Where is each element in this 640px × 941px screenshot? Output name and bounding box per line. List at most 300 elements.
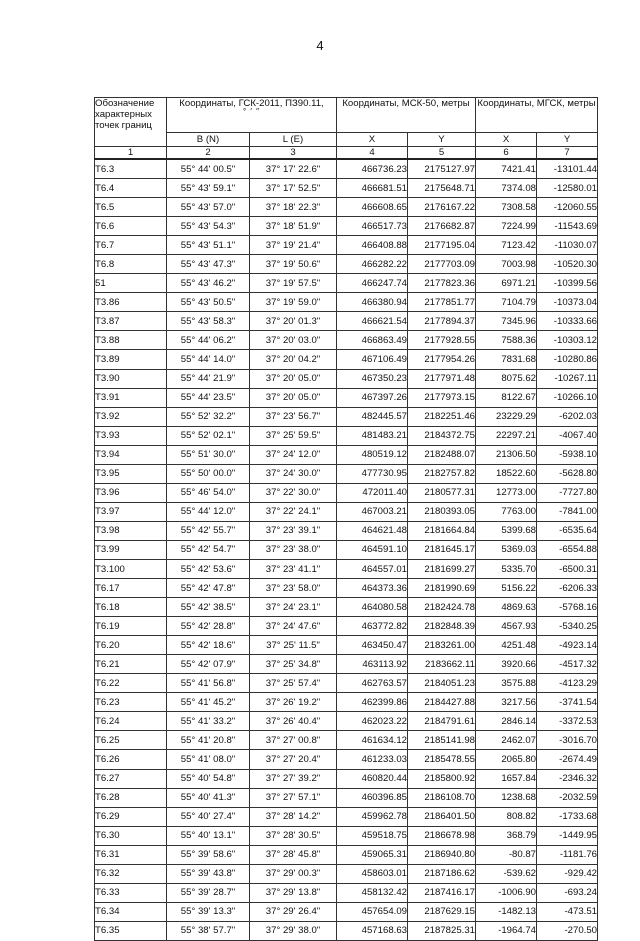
msk-x-cell: 466681.51 bbox=[337, 179, 408, 198]
longitude-cell: 37° 29' 13.8" bbox=[250, 883, 337, 902]
table-row bbox=[95, 274, 598, 293]
mgsk-x-cell: 6971.21 bbox=[476, 274, 537, 293]
mgsk-y-cell: -5768.16 bbox=[537, 598, 598, 617]
msk-y-cell: 2177973.15 bbox=[408, 388, 476, 407]
longitude-cell: 37° 25' 57.4" bbox=[250, 674, 337, 693]
latitude-cell: 55° 41' 45.2" bbox=[167, 693, 250, 712]
point-name-cell: Т3.92 bbox=[95, 407, 167, 426]
mgsk-y-cell: -10266.10 bbox=[537, 388, 598, 407]
mgsk-y-cell: -3741.54 bbox=[537, 693, 598, 712]
msk-y-cell: 2186108.70 bbox=[408, 788, 476, 807]
longitude-cell: 37° 18' 22.3" bbox=[250, 198, 337, 217]
msk-y-cell: 2182848.39 bbox=[408, 617, 476, 636]
msk-y-cell: 2180393.05 bbox=[408, 502, 476, 521]
latitude-cell: 55° 41' 08.0" bbox=[167, 750, 250, 769]
latitude-cell: 55° 42' 18.6" bbox=[167, 636, 250, 655]
mgsk-y-cell: -10267.11 bbox=[537, 369, 598, 388]
table-row bbox=[95, 217, 598, 236]
longitude-cell: 37° 23' 38.0" bbox=[250, 540, 337, 559]
gsk-units-label: ° ′ ″ bbox=[243, 107, 260, 116]
mgsk-x-cell: 2065.80 bbox=[476, 750, 537, 769]
table-row bbox=[95, 559, 598, 578]
longitude-cell: 37° 28' 30.5" bbox=[250, 826, 337, 845]
column-number: 6 bbox=[476, 147, 537, 160]
point-name-cell: Т6.25 bbox=[95, 731, 167, 750]
msk-x-cell: 460396.85 bbox=[337, 788, 408, 807]
latitude-cell: 55° 42' 38.5" bbox=[167, 598, 250, 617]
mgsk-y-cell: -4123.29 bbox=[537, 674, 598, 693]
point-name-cell: Т3.93 bbox=[95, 426, 167, 445]
mgsk-y-cell: -13101.44 bbox=[537, 159, 598, 179]
point-name-cell: Т6.30 bbox=[95, 826, 167, 845]
msk-x-cell: 466863.49 bbox=[337, 331, 408, 350]
column-number: 4 bbox=[337, 147, 408, 160]
table-row bbox=[95, 369, 598, 388]
msk-x-cell: 457654.09 bbox=[337, 902, 408, 921]
msk-x-cell: 460820.44 bbox=[337, 769, 408, 788]
point-name-cell: Т6.22 bbox=[95, 674, 167, 693]
coordinates-table bbox=[94, 97, 598, 941]
msk-x-cell: 463113.92 bbox=[337, 655, 408, 674]
longitude-cell: 37° 27' 39.2" bbox=[250, 769, 337, 788]
point-name-cell: Т6.21 bbox=[95, 655, 167, 674]
mgsk-y-cell: -473.51 bbox=[537, 902, 598, 921]
table-row bbox=[95, 426, 598, 445]
table-row bbox=[95, 598, 598, 617]
msk-y-cell: 2182251.46 bbox=[408, 407, 476, 426]
msk-x-cell: 466608.65 bbox=[337, 198, 408, 217]
point-name-cell: Т6.7 bbox=[95, 236, 167, 255]
table-row bbox=[95, 407, 598, 426]
latitude-cell: 55° 50' 00.0" bbox=[167, 464, 250, 483]
msk-y-cell: 2177971.48 bbox=[408, 369, 476, 388]
latitude-cell: 55° 51' 30.0" bbox=[167, 445, 250, 464]
msk-y-cell: 2185141.98 bbox=[408, 731, 476, 750]
table-row bbox=[95, 236, 598, 255]
table-row bbox=[95, 579, 598, 598]
msk-x-cell: 461233.03 bbox=[337, 750, 408, 769]
msk-y-cell: 2186678.98 bbox=[408, 826, 476, 845]
table-row bbox=[95, 636, 598, 655]
msk-y-cell: 2185478.55 bbox=[408, 750, 476, 769]
mgsk-y-cell: -10520.30 bbox=[537, 255, 598, 274]
longitude-cell: 37° 26' 19.2" bbox=[250, 693, 337, 712]
msk-y-cell: 2184051.23 bbox=[408, 674, 476, 693]
mgsk-x-cell: 4567.93 bbox=[476, 617, 537, 636]
table-row bbox=[95, 312, 598, 331]
msk-x-cell: 467106.49 bbox=[337, 350, 408, 369]
point-name-cell: Т6.32 bbox=[95, 864, 167, 883]
column-number: 3 bbox=[250, 147, 337, 160]
longitude-cell: 37° 20' 05.0" bbox=[250, 388, 337, 407]
msk-x-cell: 462399.86 bbox=[337, 693, 408, 712]
msk-x-cell: 467350.23 bbox=[337, 369, 408, 388]
mgsk-y-cell: -10373.04 bbox=[537, 293, 598, 312]
point-name-cell: Т6.24 bbox=[95, 712, 167, 731]
mgsk-x-cell: 7003.98 bbox=[476, 255, 537, 274]
mgsk-x-cell: 5399.68 bbox=[476, 521, 537, 540]
latitude-cell: 55° 43' 57.0" bbox=[167, 198, 250, 217]
mgsk-y-cell: -6500.31 bbox=[537, 559, 598, 578]
latitude-cell: 55° 38' 57.7" bbox=[167, 921, 250, 940]
msk-x-cell: 458603.01 bbox=[337, 864, 408, 883]
mgsk-x-cell: 22297.21 bbox=[476, 426, 537, 445]
col-y-msk-header: Y bbox=[408, 133, 476, 147]
longitude-cell: 37° 20' 04.2" bbox=[250, 350, 337, 369]
latitude-cell: 55° 43' 47.3" bbox=[167, 255, 250, 274]
mgsk-y-cell: -4923.14 bbox=[537, 636, 598, 655]
table-row bbox=[95, 807, 598, 826]
longitude-cell: 37° 27' 00.8" bbox=[250, 731, 337, 750]
point-name-cell: Т3.90 bbox=[95, 369, 167, 388]
mgsk-y-cell: -1733.68 bbox=[537, 807, 598, 826]
table-row bbox=[95, 159, 598, 179]
msk-y-cell: 2177823.36 bbox=[408, 274, 476, 293]
point-name-cell: Т3.95 bbox=[95, 464, 167, 483]
mgsk-y-cell: -6206.33 bbox=[537, 579, 598, 598]
mgsk-y-cell: -10280.86 bbox=[537, 350, 598, 369]
longitude-cell: 37° 24' 47.6" bbox=[250, 617, 337, 636]
designation-header: Обозначение характерных точек границ bbox=[95, 98, 167, 147]
table-row bbox=[95, 864, 598, 883]
table-row bbox=[95, 483, 598, 502]
mgsk-y-cell: -3016.70 bbox=[537, 731, 598, 750]
point-name-cell: Т6.18 bbox=[95, 598, 167, 617]
point-name-cell: Т6.35 bbox=[95, 921, 167, 940]
col-x-msk-header: X bbox=[337, 133, 408, 147]
column-number: 1 bbox=[95, 147, 167, 160]
mgsk-y-cell: -6202.03 bbox=[537, 407, 598, 426]
msk-y-cell: 2185800.92 bbox=[408, 769, 476, 788]
msk-y-cell: 2182424.78 bbox=[408, 598, 476, 617]
msk-x-cell: 463772.82 bbox=[337, 617, 408, 636]
mgsk-y-cell: -1449.95 bbox=[537, 826, 598, 845]
longitude-cell: 37° 25' 11.5" bbox=[250, 636, 337, 655]
point-name-cell: Т3.99 bbox=[95, 540, 167, 559]
latitude-cell: 55° 43' 51.1" bbox=[167, 236, 250, 255]
latitude-cell: 55° 43' 50.5" bbox=[167, 293, 250, 312]
msk-y-cell: 2187629.15 bbox=[408, 902, 476, 921]
mgsk-x-cell: 7374.08 bbox=[476, 179, 537, 198]
table-row bbox=[95, 617, 598, 636]
longitude-cell: 37° 19' 57.5" bbox=[250, 274, 337, 293]
point-name-cell: Т6.8 bbox=[95, 255, 167, 274]
msk-x-cell: 466408.88 bbox=[337, 236, 408, 255]
table-row bbox=[95, 521, 598, 540]
latitude-cell: 55° 52' 32.2" bbox=[167, 407, 250, 426]
point-name-cell: Т3.86 bbox=[95, 293, 167, 312]
longitude-cell: 37° 20' 01.3" bbox=[250, 312, 337, 331]
longitude-cell: 37° 22' 24.1" bbox=[250, 502, 337, 521]
column-numbers-row bbox=[95, 147, 598, 160]
latitude-cell: 55° 42' 55.7" bbox=[167, 521, 250, 540]
mgsk-y-cell: -7727.80 bbox=[537, 483, 598, 502]
mgsk-x-cell: 7123.42 bbox=[476, 236, 537, 255]
latitude-cell: 55° 40' 41.3" bbox=[167, 788, 250, 807]
msk-x-cell: 459065.31 bbox=[337, 845, 408, 864]
mgsk-y-cell: -12060.55 bbox=[537, 198, 598, 217]
page-number: 4 bbox=[316, 38, 324, 53]
mgsk-x-cell: 3575.88 bbox=[476, 674, 537, 693]
msk-x-cell: 464080.58 bbox=[337, 598, 408, 617]
mgsk-x-cell: 7308.58 bbox=[476, 198, 537, 217]
latitude-cell: 55° 43' 59.1" bbox=[167, 179, 250, 198]
latitude-cell: 55° 44' 00.5" bbox=[167, 159, 250, 179]
mgsk-x-cell: 7104.79 bbox=[476, 293, 537, 312]
longitude-cell: 37° 27' 57.1" bbox=[250, 788, 337, 807]
table-row bbox=[95, 331, 598, 350]
table-row bbox=[95, 902, 598, 921]
mgsk-y-cell: -929.42 bbox=[537, 864, 598, 883]
table-row bbox=[95, 769, 598, 788]
table-row bbox=[95, 445, 598, 464]
table-row bbox=[95, 788, 598, 807]
msk-x-cell: 466517.73 bbox=[337, 217, 408, 236]
msk-y-cell: 2187416.17 bbox=[408, 883, 476, 902]
longitude-cell: 37° 29' 38.0" bbox=[250, 921, 337, 940]
msk-y-cell: 2181645.17 bbox=[408, 540, 476, 559]
msk-x-cell: 461634.12 bbox=[337, 731, 408, 750]
latitude-cell: 55° 39' 28.7" bbox=[167, 883, 250, 902]
msk-x-cell: 464557.01 bbox=[337, 559, 408, 578]
point-name-cell: Т6.17 bbox=[95, 579, 167, 598]
mgsk-y-cell: -3372.53 bbox=[537, 712, 598, 731]
mgsk-y-cell: -10303.12 bbox=[537, 331, 598, 350]
table-row bbox=[95, 388, 598, 407]
longitude-cell: 37° 24' 30.0" bbox=[250, 464, 337, 483]
latitude-cell: 55° 43' 46.2" bbox=[167, 274, 250, 293]
msk-x-cell: 472011.40 bbox=[337, 483, 408, 502]
table-row bbox=[95, 845, 598, 864]
msk-x-cell: 463450.47 bbox=[337, 636, 408, 655]
msk-x-cell: 466282.22 bbox=[337, 255, 408, 274]
mgsk-y-cell: -6535.64 bbox=[537, 521, 598, 540]
table-row bbox=[95, 540, 598, 559]
column-number: 5 bbox=[408, 147, 476, 160]
table-row bbox=[95, 293, 598, 312]
msk-x-cell: 458132.42 bbox=[337, 883, 408, 902]
mgsk-x-cell: -1964.74 bbox=[476, 921, 537, 940]
longitude-cell: 37° 24' 23.1" bbox=[250, 598, 337, 617]
msk-y-cell: 2182488.07 bbox=[408, 445, 476, 464]
latitude-cell: 55° 42' 53.6" bbox=[167, 559, 250, 578]
msk-x-cell: 464591.10 bbox=[337, 540, 408, 559]
msk-y-cell: 2184791.61 bbox=[408, 712, 476, 731]
col-x-mgsk-header: X bbox=[476, 133, 537, 147]
mgsk-x-cell: 7831.68 bbox=[476, 350, 537, 369]
latitude-cell: 55° 44' 21.9" bbox=[167, 369, 250, 388]
table-row bbox=[95, 921, 598, 940]
msk-y-cell: 2177928.55 bbox=[408, 331, 476, 350]
mgsk-y-cell: -10333.66 bbox=[537, 312, 598, 331]
mgsk-y-cell: -693.24 bbox=[537, 883, 598, 902]
msk-x-cell: 481483.21 bbox=[337, 426, 408, 445]
table-row bbox=[95, 731, 598, 750]
msk-x-cell: 462023.22 bbox=[337, 712, 408, 731]
table-row bbox=[95, 750, 598, 769]
mgsk-x-cell: 5335.70 bbox=[476, 559, 537, 578]
msk-y-cell: 2187825.31 bbox=[408, 921, 476, 940]
longitude-cell: 37° 20' 03.0" bbox=[250, 331, 337, 350]
table-row bbox=[95, 655, 598, 674]
point-name-cell: Т6.34 bbox=[95, 902, 167, 921]
mgsk-y-cell: -1181.76 bbox=[537, 845, 598, 864]
latitude-cell: 55° 40' 13.1" bbox=[167, 826, 250, 845]
mgsk-y-cell: -7841.00 bbox=[537, 502, 598, 521]
msk-y-cell: 2184427.88 bbox=[408, 693, 476, 712]
msk-x-cell: 466380.94 bbox=[337, 293, 408, 312]
msk-y-cell: 2181990.69 bbox=[408, 579, 476, 598]
mgsk-x-cell: 4869.63 bbox=[476, 598, 537, 617]
latitude-cell: 55° 41' 20.8" bbox=[167, 731, 250, 750]
mgsk-x-cell: 21306.50 bbox=[476, 445, 537, 464]
msk-y-cell: 2186940.80 bbox=[408, 845, 476, 864]
mgsk-x-cell: 7421.41 bbox=[476, 159, 537, 179]
col-l-header: L (E) bbox=[250, 133, 337, 147]
longitude-cell: 37° 17' 52.5" bbox=[250, 179, 337, 198]
table-row bbox=[95, 693, 598, 712]
point-name-cell: Т6.31 bbox=[95, 845, 167, 864]
msk-y-cell: 2183662.11 bbox=[408, 655, 476, 674]
mgsk-x-cell: -80.87 bbox=[476, 845, 537, 864]
mgsk-x-cell: 4251.48 bbox=[476, 636, 537, 655]
mgsk-y-cell: -4067.40 bbox=[537, 426, 598, 445]
msk-y-cell: 2177954.26 bbox=[408, 350, 476, 369]
mgsk-x-cell: 1238.68 bbox=[476, 788, 537, 807]
msk-y-cell: 2181699.27 bbox=[408, 559, 476, 578]
msk-y-cell: 2177703.09 bbox=[408, 255, 476, 274]
longitude-cell: 37° 23' 39.1" bbox=[250, 521, 337, 540]
latitude-cell: 55° 41' 56.8" bbox=[167, 674, 250, 693]
point-name-cell: Т3.98 bbox=[95, 521, 167, 540]
mgsk-x-cell: 18522.60 bbox=[476, 464, 537, 483]
table-row bbox=[95, 255, 598, 274]
latitude-cell: 55° 42' 47.8" bbox=[167, 579, 250, 598]
longitude-cell: 37° 19' 59.0" bbox=[250, 293, 337, 312]
latitude-cell: 55° 41' 33.2" bbox=[167, 712, 250, 731]
msk-y-cell: 2177851.77 bbox=[408, 293, 476, 312]
table-row bbox=[95, 502, 598, 521]
longitude-cell: 37° 26' 40.4" bbox=[250, 712, 337, 731]
msk-y-cell: 2176167.22 bbox=[408, 198, 476, 217]
longitude-cell: 37° 23' 41.1" bbox=[250, 559, 337, 578]
table-row bbox=[95, 883, 598, 902]
latitude-cell: 55° 43' 58.3" bbox=[167, 312, 250, 331]
mgsk-x-cell: 368.79 bbox=[476, 826, 537, 845]
mgsk-coordinates-header: Координаты, МГСК, метры bbox=[476, 98, 598, 133]
table-row bbox=[95, 179, 598, 198]
point-name-cell: Т6.27 bbox=[95, 769, 167, 788]
table-row bbox=[95, 826, 598, 845]
longitude-cell: 37° 29' 00.3" bbox=[250, 864, 337, 883]
latitude-cell: 55° 43' 54.3" bbox=[167, 217, 250, 236]
latitude-cell: 55° 40' 54.8" bbox=[167, 769, 250, 788]
mgsk-y-cell: -5340.25 bbox=[537, 617, 598, 636]
msk-x-cell: 464373.36 bbox=[337, 579, 408, 598]
mgsk-y-cell: -270.50 bbox=[537, 921, 598, 940]
point-name-cell: Т6.23 bbox=[95, 693, 167, 712]
longitude-cell: 37° 23' 56.7" bbox=[250, 407, 337, 426]
msk-x-cell: 477730.95 bbox=[337, 464, 408, 483]
point-name-cell: Т3.100 bbox=[95, 559, 167, 578]
mgsk-x-cell: -539.62 bbox=[476, 864, 537, 883]
point-name-cell: Т6.26 bbox=[95, 750, 167, 769]
point-name-cell: Т6.6 bbox=[95, 217, 167, 236]
table-row bbox=[95, 198, 598, 217]
latitude-cell: 55° 46' 54.0" bbox=[167, 483, 250, 502]
msk-y-cell: 2180577.31 bbox=[408, 483, 476, 502]
mgsk-y-cell: -2674.49 bbox=[537, 750, 598, 769]
latitude-cell: 55° 39' 43.8" bbox=[167, 864, 250, 883]
latitude-cell: 55° 39' 58.6" bbox=[167, 845, 250, 864]
mgsk-y-cell: -2032.59 bbox=[537, 788, 598, 807]
msk-y-cell: 2176682.87 bbox=[408, 217, 476, 236]
latitude-cell: 55° 39' 13.3" bbox=[167, 902, 250, 921]
msk-x-cell: 466247.74 bbox=[337, 274, 408, 293]
latitude-cell: 55° 44' 23.5" bbox=[167, 388, 250, 407]
msk-y-cell: 2175127.97 bbox=[408, 159, 476, 179]
longitude-cell: 37° 19' 21.4" bbox=[250, 236, 337, 255]
col-b-header: B (N) bbox=[167, 133, 250, 147]
mgsk-x-cell: 23229.29 bbox=[476, 407, 537, 426]
latitude-cell: 55° 40' 27.4" bbox=[167, 807, 250, 826]
msk-x-cell: 466736.23 bbox=[337, 159, 408, 179]
msk-x-cell: 459518.75 bbox=[337, 826, 408, 845]
msk-y-cell: 2183261.00 bbox=[408, 636, 476, 655]
point-name-cell: Т6.4 bbox=[95, 179, 167, 198]
latitude-cell: 55° 44' 06.2" bbox=[167, 331, 250, 350]
latitude-cell: 55° 42' 07.9" bbox=[167, 655, 250, 674]
longitude-cell: 37° 18' 51.9" bbox=[250, 217, 337, 236]
longitude-cell: 37° 25' 34.8" bbox=[250, 655, 337, 674]
latitude-cell: 55° 42' 28.8" bbox=[167, 617, 250, 636]
mgsk-y-cell: -10399.56 bbox=[537, 274, 598, 293]
longitude-cell: 37° 23' 58.0" bbox=[250, 579, 337, 598]
msk-y-cell: 2187186.62 bbox=[408, 864, 476, 883]
longitude-cell: 37° 25' 59.5" bbox=[250, 426, 337, 445]
mgsk-y-cell: -4517.32 bbox=[537, 655, 598, 674]
table-body bbox=[95, 159, 598, 940]
table-row bbox=[95, 674, 598, 693]
longitude-cell: 37° 27' 20.4" bbox=[250, 750, 337, 769]
column-number: 7 bbox=[537, 147, 598, 160]
mgsk-y-cell: -6554.88 bbox=[537, 540, 598, 559]
mgsk-y-cell: -5628.80 bbox=[537, 464, 598, 483]
point-name-cell: Т3.91 bbox=[95, 388, 167, 407]
table-row bbox=[95, 464, 598, 483]
msk-x-cell: 467397.26 bbox=[337, 388, 408, 407]
point-name-cell: Т6.3 bbox=[95, 159, 167, 179]
msk-y-cell: 2181664.84 bbox=[408, 521, 476, 540]
msk-x-cell: 459962.78 bbox=[337, 807, 408, 826]
longitude-cell: 37° 28' 14.2" bbox=[250, 807, 337, 826]
mgsk-x-cell: 5369.03 bbox=[476, 540, 537, 559]
mgsk-x-cell: 808.82 bbox=[476, 807, 537, 826]
point-name-cell: Т6.29 bbox=[95, 807, 167, 826]
point-name-cell: Т3.94 bbox=[95, 445, 167, 464]
mgsk-x-cell: -1006.90 bbox=[476, 883, 537, 902]
mgsk-x-cell: 3920.66 bbox=[476, 655, 537, 674]
msk-x-cell: 467003.21 bbox=[337, 502, 408, 521]
latitude-cell: 55° 44' 12.0" bbox=[167, 502, 250, 521]
latitude-cell: 55° 44' 14.0" bbox=[167, 350, 250, 369]
msk-y-cell: 2184372.75 bbox=[408, 426, 476, 445]
mgsk-x-cell: 1657.84 bbox=[476, 769, 537, 788]
msk-y-cell: 2186401.50 bbox=[408, 807, 476, 826]
longitude-cell: 37° 22' 30.0" bbox=[250, 483, 337, 502]
mgsk-x-cell: 2846.14 bbox=[476, 712, 537, 731]
point-name-cell: Т6.33 bbox=[95, 883, 167, 902]
